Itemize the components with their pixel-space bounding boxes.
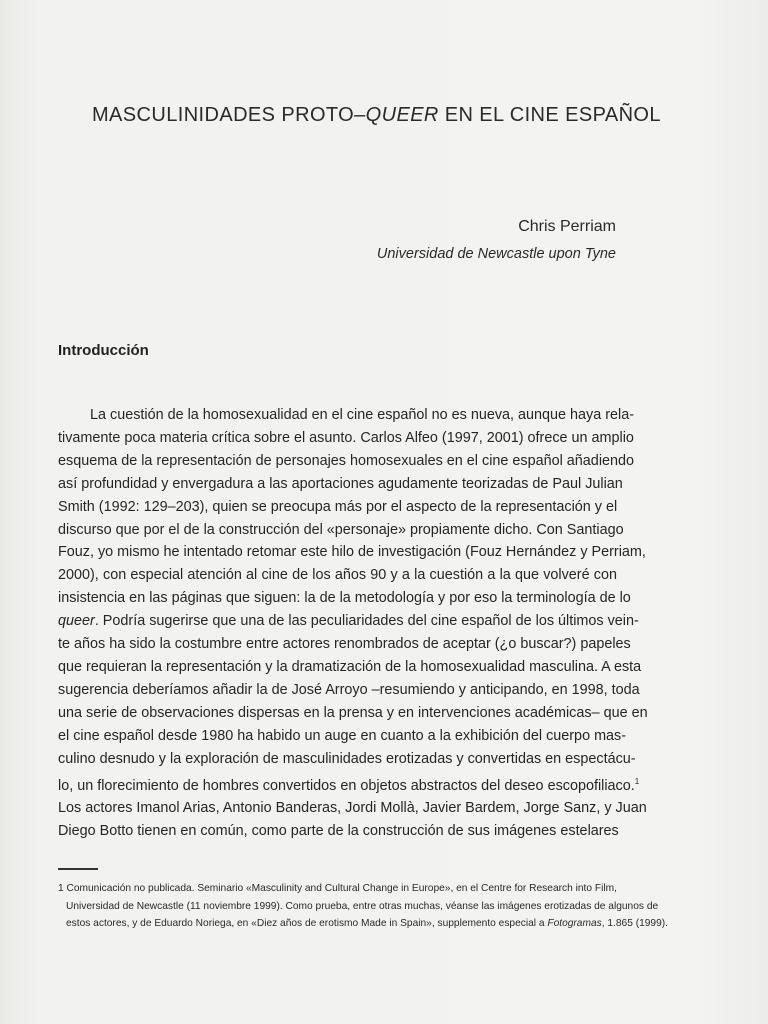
author-name: Chris Perriam	[518, 218, 616, 235]
body-line: Los actores Imanol Arias, Antonio Banderas, Jordi Mollà, Javier Bardem, Jorge Sanz, y Juan	[58, 800, 647, 817]
footnote-italic-fotogramas: Fotogramas	[547, 918, 602, 929]
title-part-2: EN EL CINE ESPAÑOL	[438, 104, 661, 126]
title-part-1: MASCULINIDADES PROTO–	[92, 104, 366, 126]
queer-italic: queer	[58, 613, 95, 630]
body-line: Fouz, yo mismo he intentado retomar este hilo de investigación (Fouz Hernández y Perriam,	[58, 544, 646, 561]
body-line: 2000), con especial atención al cine de los años 90 y a la cuestión a la que volveré con	[58, 567, 617, 584]
body-line: culino desnudo y la exploración de masculinidades erotizadas y convertidas en espectácu-	[58, 750, 636, 767]
footnote-line: Universidad de Newcastle (11 noviembre 1999). Como prueba, entre otras muchas, véanse las imágenes erotizadas de algunos de	[66, 900, 659, 912]
body-line: sugerencia deberíamos añadir la de José Arroyo –resumiendo y anticipando, en 1998, toda	[58, 681, 640, 698]
footnote-line	[58, 915, 668, 933]
footnote-text-end: , 1.865 (1999).	[601, 918, 668, 929]
body-line: discurso que por el de la construcción del «personaje» propiamente dicho. Con Santiago	[58, 521, 624, 538]
body-line-queer	[58, 610, 639, 633]
footnote-text: estos actores, y de Eduardo Noriega, en «Diez años de erotismo Made in Spain», supplemento especial a	[66, 918, 548, 929]
body-line: una serie de observaciones dispersas en la prensa y en intervenciones académicas– que en	[58, 704, 648, 721]
title-italic-queer: QUEER	[365, 104, 439, 126]
body-line: el cine español desde 1980 ha habido un auge en cuanto a la exhibición del cuerpo mas-	[58, 727, 627, 744]
body-line: que requieran la representación y la dramatización de la homosexualidad masculina. A esta	[58, 658, 642, 675]
body-paragraph	[58, 404, 648, 843]
body-line: esquema de la representación de personajes homosexuales en el cine español añadiendo	[58, 452, 635, 469]
footnote-divider	[58, 868, 98, 870]
body-line: La cuestión de la homosexualidad en el cine español no es nueva, aunque haya rela-	[90, 407, 635, 423]
body-line: tivamente poca materia crítica sobre el asunto. Carlos Alfeo (1997, 2001) ofrece un amplio	[58, 429, 634, 446]
body-line: insistencia en las páginas que siguen: la de la metodología y por eso la terminología de lo	[58, 590, 631, 607]
body-line-rest: . Podría sugerirse que una de las peculiaridades del cine español de los últimos vein-	[94, 613, 639, 630]
body-line-footnote-ref	[58, 771, 640, 798]
body-line-text: lo, un florecimiento de hombres convertidos en objetos abstractos del deseo escopofiliaco.	[58, 777, 635, 794]
footnote	[58, 880, 668, 933]
body-line: Diego Botto tienen en común, como parte de la construcción de sus imágenes estelares	[58, 823, 619, 840]
article-title	[92, 104, 661, 127]
section-heading: Introducción	[58, 342, 149, 359]
body-line: así profundidad y envergadura a las aportaciones agudamente teorizadas de Paul Julian	[58, 475, 623, 492]
author-affiliation: Universidad de Newcastle upon Tyne	[376, 246, 616, 262]
footnote-reference: 1	[634, 776, 640, 786]
body-line: te años ha sido la costumbre entre actores renombrados de aceptar (¿o buscar?) papeles	[58, 636, 631, 653]
body-line: Smith (1992: 129–203), quien se preocupa más por el aspecto de la representación y el	[58, 498, 618, 515]
footnote-line: 1 Comunicación no publicada. Seminario «Masculinity and Cultural Change in Europe», en el Centre for Research into Film,	[58, 883, 617, 894]
